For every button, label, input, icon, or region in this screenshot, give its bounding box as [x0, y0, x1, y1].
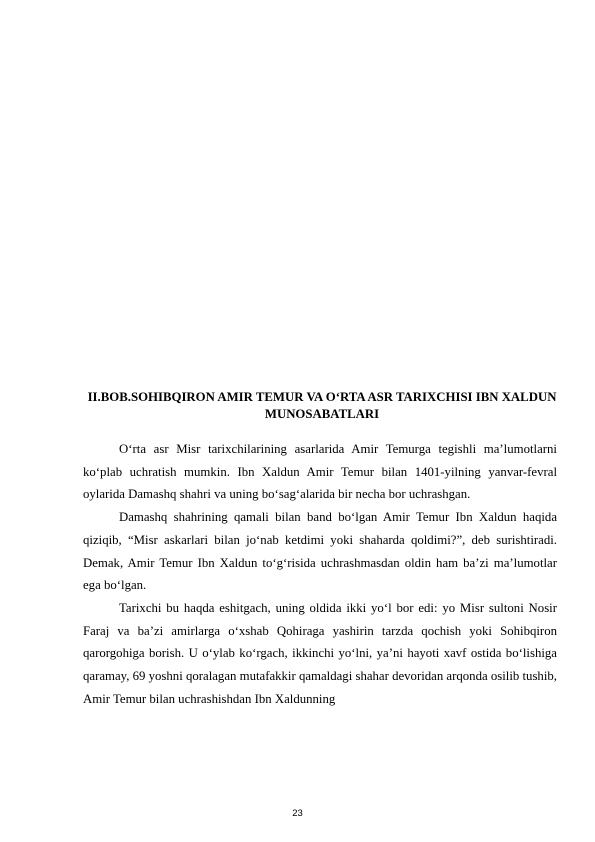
page-number: 23	[292, 808, 303, 819]
paragraph-2: Damashq shahrining qamali bilan band bo‘lgan Amir Temur Ibn Xaldun haqida qiziqib, “Misr askarlari bilan jo‘nab ketdimi yoki shaharda qoldimi?”, deb surishtiradi. Demak, Amir Temur Ibn Xaldun to‘g‘risida uchrashmasdan oldin ham ba’zi ma’lumotlar ega bo‘lgan.	[83, 510, 557, 593]
page-content	[83, 389, 557, 710]
paragraph-3: Tarixchi bu haqda eshitgach, uning oldida ikki yo‘l bor edi: yo Misr sultoni Nosir Faraj va ba’zi amirlarga o‘xshab Qohiraga yashirin tarzda qochish yoki Sohibqiron qarorgohiga borish. U o‘ylab ko‘rgach, ikkinchi yo‘lni, ya’ni hayoti xavf ostida bo‘lishiga qaramay, 69 yoshni qoralagan mutafakkir qamaldagi shahar devoridan arqonda osilib tushib, Amir Temur bilan uchrashishdan Ibn Xaldunning	[83, 600, 557, 706]
title-spacer	[83, 423, 557, 438]
paragraph-1: O‘rta asr Misr tarixchilarining asarlarida Amir Temurga tegishli ma’lumotlarni ko‘plab uchratish mumkin. Ibn Xaldun Amir Temur bilan 1401-yilning yanvar-fevral oylarida Damashq shahri va uning bo‘sag‘alarida bir necha bor uchrashgan.	[83, 442, 557, 502]
chapter-title: II.BOB.SOHIBQIRON AMIR TEMUR VA O‘RTA ASR TARIXCHISI IBN XALDUN MUNOSABATLARI	[87, 390, 557, 421]
